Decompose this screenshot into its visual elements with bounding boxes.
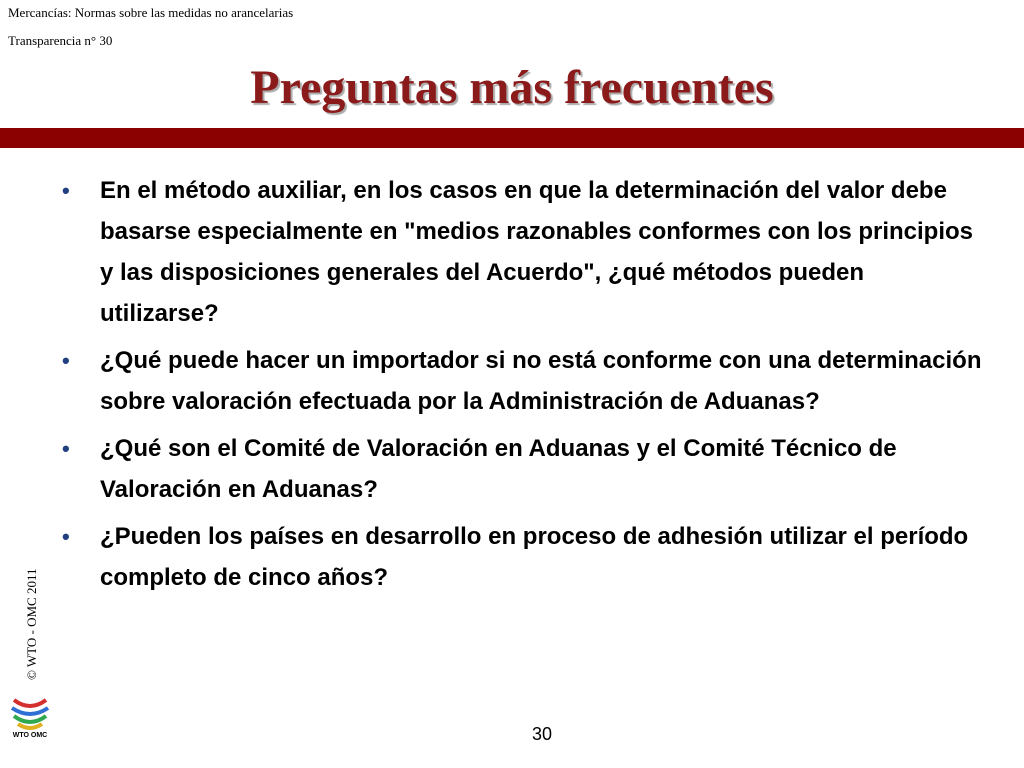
wto-logo-graphic <box>8 694 52 732</box>
bullet-icon: • <box>62 178 70 203</box>
title-divider-bar <box>0 128 1024 148</box>
bullet-item <box>0 516 1024 598</box>
header-subject: Mercancías: Normas sobre las medidas no arancelarias <box>8 5 294 20</box>
bullet-item <box>0 340 1024 422</box>
bullet-text: ¿Qué puede hacer un importador si no está conforme con una determinación sobre valoración efectuada por la Administración de Aduanas? <box>100 347 982 415</box>
slide-title: Preguntas más frecuentes <box>250 61 774 114</box>
copyright-notice: © WTO - OMC 2011 <box>24 568 39 680</box>
bullet-icon: • <box>62 524 70 549</box>
header-slide-number: Transparencia n° 30 <box>8 33 113 48</box>
wto-logo-icon <box>8 694 52 744</box>
bullet-item <box>0 428 1024 510</box>
bullet-text: ¿Qué son el Comité de Valoración en Aduanas y el Comité Técnico de Valoración en Aduanas? <box>100 435 897 503</box>
bullet-item <box>0 170 1024 334</box>
logo-label: WTO OMC <box>12 732 48 739</box>
bullet-list <box>0 170 1024 604</box>
bullet-icon: • <box>62 436 70 461</box>
bullet-text: ¿Pueden los países en desarrollo en proceso de adhesión utilizar el período completo de cinco años? <box>100 523 969 591</box>
bullet-icon: • <box>62 348 70 373</box>
page-number: 30 <box>531 724 553 744</box>
bullet-text: En el método auxiliar, en los casos en que la determinación del valor debe basarse especialmente en "medios razonables conformes con los principios y las disposiciones generales del Acuerdo", ¿qué métodos pueden utilizarse? <box>100 177 974 327</box>
